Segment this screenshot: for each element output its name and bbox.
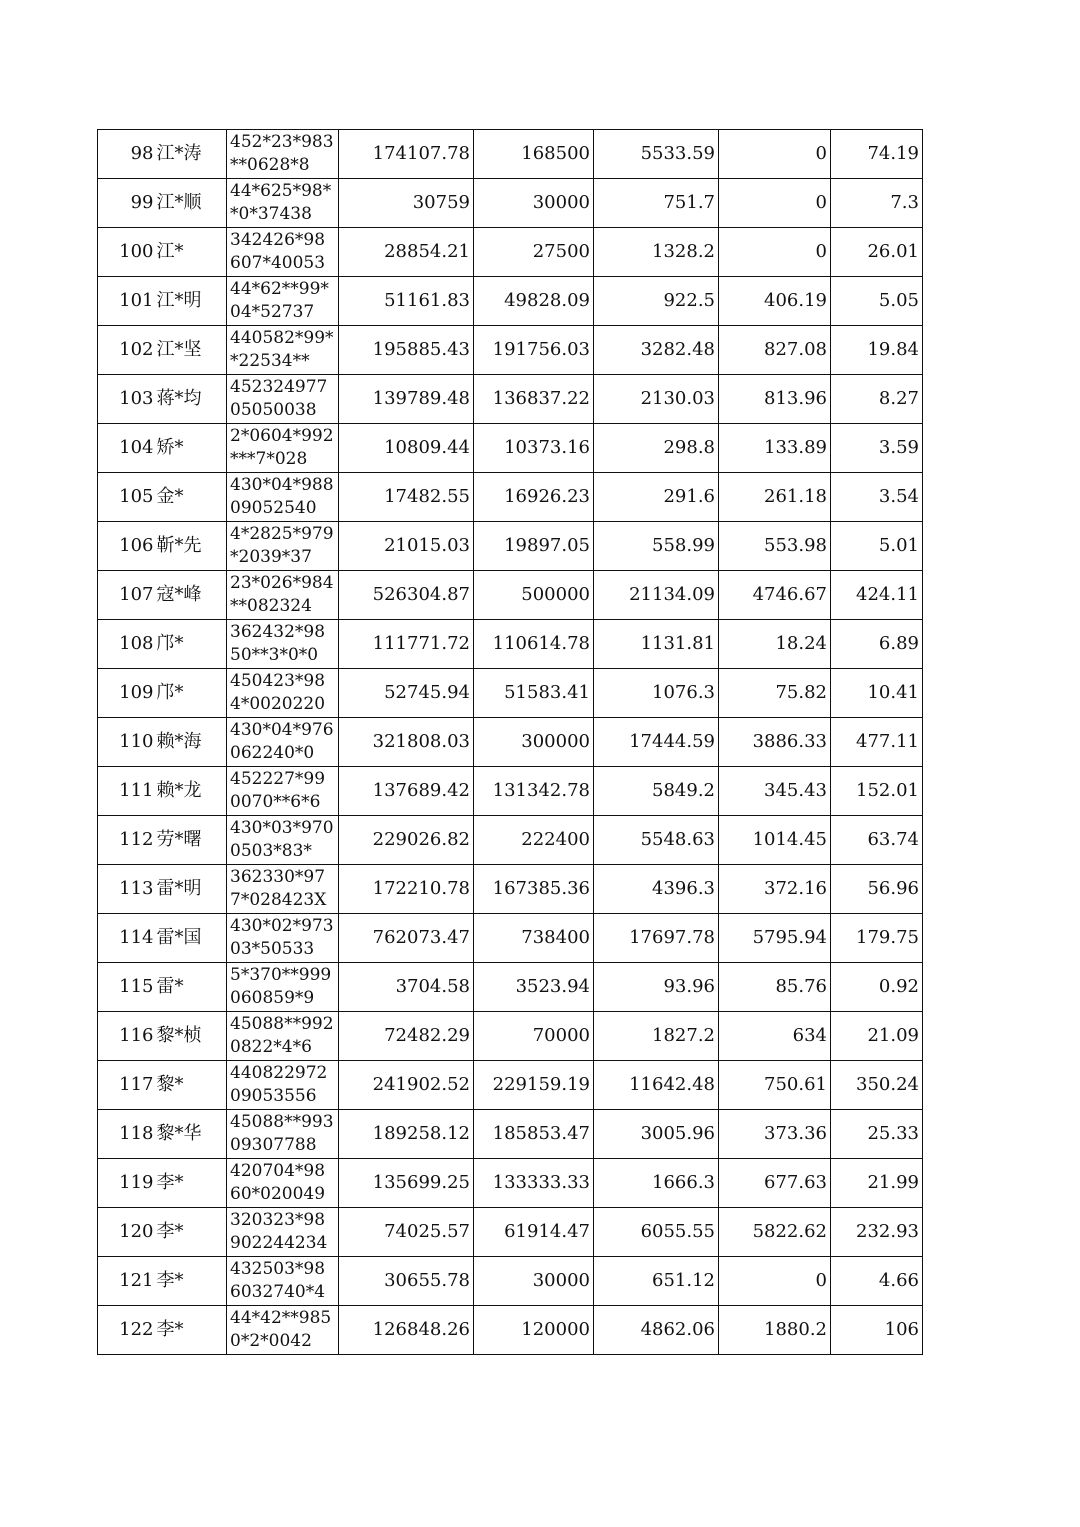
amount-extra-cell: 750.61 <box>719 1061 831 1110</box>
table-row <box>98 767 923 816</box>
amount-interest-cell: 6055.55 <box>594 1208 719 1257</box>
table-row <box>98 130 923 179</box>
id-number-cell: 430*03*9700503*83* <box>227 816 339 865</box>
amount-principal-cell: 70000 <box>474 1012 594 1061</box>
amount-interest-cell: 1076.3 <box>594 669 719 718</box>
id-number-cell: 320323*98902244234 <box>227 1208 339 1257</box>
amount-principal-cell: 300000 <box>474 718 594 767</box>
name-cell: 金* <box>155 473 227 522</box>
table-body <box>98 130 923 1355</box>
amount-small-cell: 5.01 <box>831 522 923 571</box>
amount-interest-cell: 3282.48 <box>594 326 719 375</box>
amount-small-cell: 477.11 <box>831 718 923 767</box>
amount-principal-cell: 738400 <box>474 914 594 963</box>
name-cell: 邝* <box>155 620 227 669</box>
amount-total-cell: 126848.26 <box>339 1306 474 1355</box>
table-row <box>98 865 923 914</box>
table-row <box>98 1208 923 1257</box>
amount-principal-cell: 168500 <box>474 130 594 179</box>
amount-extra-cell: 3886.33 <box>719 718 831 767</box>
name-cell: 劳*曙 <box>155 816 227 865</box>
table-row <box>98 1306 923 1355</box>
amount-principal-cell: 61914.47 <box>474 1208 594 1257</box>
amount-extra-cell: 406.19 <box>719 277 831 326</box>
amount-principal-cell: 131342.78 <box>474 767 594 816</box>
table-row <box>98 571 923 620</box>
amount-interest-cell: 1131.81 <box>594 620 719 669</box>
amount-extra-cell: 75.82 <box>719 669 831 718</box>
name-cell: 赖*龙 <box>155 767 227 816</box>
row-number-cell: 108 <box>98 620 155 669</box>
amount-interest-cell: 5548.63 <box>594 816 719 865</box>
name-cell: 江*明 <box>155 277 227 326</box>
row-number-cell: 111 <box>98 767 155 816</box>
row-number-cell: 113 <box>98 865 155 914</box>
name-cell: 江*坚 <box>155 326 227 375</box>
amount-total-cell: 111771.72 <box>339 620 474 669</box>
table-row <box>98 963 923 1012</box>
amount-small-cell: 19.84 <box>831 326 923 375</box>
id-number-cell: 44*62**99*04*52737 <box>227 277 339 326</box>
amount-total-cell: 17482.55 <box>339 473 474 522</box>
amount-total-cell: 139789.48 <box>339 375 474 424</box>
amount-principal-cell: 136837.22 <box>474 375 594 424</box>
name-cell: 雷*国 <box>155 914 227 963</box>
table-row <box>98 1257 923 1306</box>
amount-total-cell: 28854.21 <box>339 228 474 277</box>
row-number-cell: 99 <box>98 179 155 228</box>
amount-small-cell: 0.92 <box>831 963 923 1012</box>
row-number-cell: 115 <box>98 963 155 1012</box>
amount-total-cell: 135699.25 <box>339 1159 474 1208</box>
row-number-cell: 101 <box>98 277 155 326</box>
amount-total-cell: 74025.57 <box>339 1208 474 1257</box>
amount-total-cell: 52745.94 <box>339 669 474 718</box>
row-number-cell: 118 <box>98 1110 155 1159</box>
id-number-cell: 23*026*984**082324 <box>227 571 339 620</box>
id-number-cell: 430*04*98809052540 <box>227 473 339 522</box>
amount-extra-cell: 5795.94 <box>719 914 831 963</box>
amount-extra-cell: 0 <box>719 179 831 228</box>
amount-extra-cell: 634 <box>719 1012 831 1061</box>
amount-interest-cell: 651.12 <box>594 1257 719 1306</box>
amount-interest-cell: 291.6 <box>594 473 719 522</box>
row-number-cell: 114 <box>98 914 155 963</box>
name-cell: 靳*先 <box>155 522 227 571</box>
amount-small-cell: 350.24 <box>831 1061 923 1110</box>
id-number-cell: 44*625*98**0*37438 <box>227 179 339 228</box>
row-number-cell: 102 <box>98 326 155 375</box>
name-cell: 赖*海 <box>155 718 227 767</box>
id-number-cell: 450423*984*0020220 <box>227 669 339 718</box>
row-number-cell: 119 <box>98 1159 155 1208</box>
amount-interest-cell: 5849.2 <box>594 767 719 816</box>
amount-interest-cell: 3005.96 <box>594 1110 719 1159</box>
amount-principal-cell: 10373.16 <box>474 424 594 473</box>
table-row <box>98 473 923 522</box>
row-number-cell: 105 <box>98 473 155 522</box>
amount-total-cell: 10809.44 <box>339 424 474 473</box>
amount-interest-cell: 298.8 <box>594 424 719 473</box>
id-number-cell: 4*2825*979*2039*37 <box>227 522 339 571</box>
amount-total-cell: 189258.12 <box>339 1110 474 1159</box>
amount-interest-cell: 17444.59 <box>594 718 719 767</box>
amount-extra-cell: 0 <box>719 130 831 179</box>
row-number-cell: 120 <box>98 1208 155 1257</box>
amount-total-cell: 21015.03 <box>339 522 474 571</box>
table-row <box>98 669 923 718</box>
amount-extra-cell: 5822.62 <box>719 1208 831 1257</box>
amount-principal-cell: 30000 <box>474 1257 594 1306</box>
amount-principal-cell: 229159.19 <box>474 1061 594 1110</box>
amount-small-cell: 56.96 <box>831 865 923 914</box>
row-number-cell: 109 <box>98 669 155 718</box>
amount-total-cell: 137689.42 <box>339 767 474 816</box>
amount-total-cell: 172210.78 <box>339 865 474 914</box>
id-number-cell: 430*04*976062240*0 <box>227 718 339 767</box>
id-number-cell: 362432*9850**3*0*0 <box>227 620 339 669</box>
name-cell: 李* <box>155 1257 227 1306</box>
amount-extra-cell: 0 <box>719 1257 831 1306</box>
table-row <box>98 228 923 277</box>
amount-principal-cell: 110614.78 <box>474 620 594 669</box>
row-number-cell: 107 <box>98 571 155 620</box>
amount-interest-cell: 751.7 <box>594 179 719 228</box>
row-number-cell: 112 <box>98 816 155 865</box>
name-cell: 蒋*均 <box>155 375 227 424</box>
id-number-cell: 452*23*983**0628*8 <box>227 130 339 179</box>
amount-small-cell: 26.01 <box>831 228 923 277</box>
amount-extra-cell: 373.36 <box>719 1110 831 1159</box>
id-number-cell: 2*0604*992***7*028 <box>227 424 339 473</box>
amount-principal-cell: 3523.94 <box>474 963 594 1012</box>
amount-principal-cell: 30000 <box>474 179 594 228</box>
table-row <box>98 1012 923 1061</box>
table-row <box>98 1110 923 1159</box>
amount-small-cell: 74.19 <box>831 130 923 179</box>
name-cell: 江* <box>155 228 227 277</box>
amount-extra-cell: 261.18 <box>719 473 831 522</box>
amount-total-cell: 321808.03 <box>339 718 474 767</box>
table-row <box>98 1159 923 1208</box>
name-cell: 矫* <box>155 424 227 473</box>
amount-extra-cell: 85.76 <box>719 963 831 1012</box>
amount-total-cell: 229026.82 <box>339 816 474 865</box>
row-number-cell: 122 <box>98 1306 155 1355</box>
table-row <box>98 375 923 424</box>
name-cell: 寇*峰 <box>155 571 227 620</box>
amount-extra-cell: 372.16 <box>719 865 831 914</box>
id-number-cell: 342426*98607*40053 <box>227 228 339 277</box>
id-number-cell: 45088**99309307788 <box>227 1110 339 1159</box>
amount-interest-cell: 1827.2 <box>594 1012 719 1061</box>
amount-small-cell: 152.01 <box>831 767 923 816</box>
amount-extra-cell: 0 <box>719 228 831 277</box>
amount-total-cell: 72482.29 <box>339 1012 474 1061</box>
name-cell: 黎* <box>155 1061 227 1110</box>
amount-interest-cell: 11642.48 <box>594 1061 719 1110</box>
id-number-cell: 440582*99**22534** <box>227 326 339 375</box>
amount-small-cell: 10.41 <box>831 669 923 718</box>
amount-principal-cell: 51583.41 <box>474 669 594 718</box>
name-cell: 李* <box>155 1306 227 1355</box>
amount-interest-cell: 4862.06 <box>594 1306 719 1355</box>
amount-principal-cell: 185853.47 <box>474 1110 594 1159</box>
amount-principal-cell: 27500 <box>474 228 594 277</box>
id-number-cell: 420704*9860*020049 <box>227 1159 339 1208</box>
amount-interest-cell: 1328.2 <box>594 228 719 277</box>
table-row <box>98 914 923 963</box>
amount-total-cell: 30655.78 <box>339 1257 474 1306</box>
amount-total-cell: 241902.52 <box>339 1061 474 1110</box>
table-row <box>98 620 923 669</box>
amount-total-cell: 3704.58 <box>339 963 474 1012</box>
table-row <box>98 326 923 375</box>
amount-interest-cell: 922.5 <box>594 277 719 326</box>
name-cell: 江*顺 <box>155 179 227 228</box>
amount-small-cell: 179.75 <box>831 914 923 963</box>
id-number-cell: 430*02*97303*50533 <box>227 914 339 963</box>
data-table <box>97 129 923 1355</box>
row-number-cell: 116 <box>98 1012 155 1061</box>
amount-extra-cell: 133.89 <box>719 424 831 473</box>
amount-extra-cell: 1014.45 <box>719 816 831 865</box>
amount-small-cell: 4.66 <box>831 1257 923 1306</box>
amount-total-cell: 526304.87 <box>339 571 474 620</box>
amount-interest-cell: 17697.78 <box>594 914 719 963</box>
id-number-cell: 44082297209053556 <box>227 1061 339 1110</box>
table-row <box>98 424 923 473</box>
id-number-cell: 362330*977*028423X <box>227 865 339 914</box>
amount-small-cell: 3.59 <box>831 424 923 473</box>
id-number-cell: 432503*986032740*4 <box>227 1257 339 1306</box>
amount-total-cell: 762073.47 <box>339 914 474 963</box>
amount-principal-cell: 120000 <box>474 1306 594 1355</box>
amount-small-cell: 5.05 <box>831 277 923 326</box>
amount-interest-cell: 2130.03 <box>594 375 719 424</box>
amount-small-cell: 25.33 <box>831 1110 923 1159</box>
name-cell: 江*涛 <box>155 130 227 179</box>
amount-small-cell: 63.74 <box>831 816 923 865</box>
amount-extra-cell: 4746.67 <box>719 571 831 620</box>
amount-small-cell: 21.99 <box>831 1159 923 1208</box>
name-cell: 李* <box>155 1208 227 1257</box>
row-number-cell: 121 <box>98 1257 155 1306</box>
row-number-cell: 98 <box>98 130 155 179</box>
amount-interest-cell: 558.99 <box>594 522 719 571</box>
name-cell: 李* <box>155 1159 227 1208</box>
name-cell: 雷* <box>155 963 227 1012</box>
id-number-cell: 45232497705050038 <box>227 375 339 424</box>
amount-small-cell: 232.93 <box>831 1208 923 1257</box>
amount-principal-cell: 222400 <box>474 816 594 865</box>
amount-interest-cell: 5533.59 <box>594 130 719 179</box>
amount-total-cell: 174107.78 <box>339 130 474 179</box>
amount-interest-cell: 4396.3 <box>594 865 719 914</box>
amount-small-cell: 21.09 <box>831 1012 923 1061</box>
amount-principal-cell: 133333.33 <box>474 1159 594 1208</box>
row-number-cell: 110 <box>98 718 155 767</box>
amount-principal-cell: 500000 <box>474 571 594 620</box>
amount-interest-cell: 93.96 <box>594 963 719 1012</box>
amount-extra-cell: 813.96 <box>719 375 831 424</box>
amount-principal-cell: 49828.09 <box>474 277 594 326</box>
amount-principal-cell: 191756.03 <box>474 326 594 375</box>
table-row <box>98 718 923 767</box>
amount-extra-cell: 1880.2 <box>719 1306 831 1355</box>
amount-small-cell: 7.3 <box>831 179 923 228</box>
amount-principal-cell: 19897.05 <box>474 522 594 571</box>
amount-total-cell: 51161.83 <box>339 277 474 326</box>
table-row <box>98 277 923 326</box>
table-row <box>98 1061 923 1110</box>
name-cell: 雷*明 <box>155 865 227 914</box>
amount-principal-cell: 16926.23 <box>474 473 594 522</box>
id-number-cell: 44*42**9850*2*0042 <box>227 1306 339 1355</box>
amount-principal-cell: 167385.36 <box>474 865 594 914</box>
amount-extra-cell: 345.43 <box>719 767 831 816</box>
amount-extra-cell: 827.08 <box>719 326 831 375</box>
name-cell: 邝* <box>155 669 227 718</box>
amount-small-cell: 6.89 <box>831 620 923 669</box>
amount-small-cell: 8.27 <box>831 375 923 424</box>
row-number-cell: 104 <box>98 424 155 473</box>
id-number-cell: 45088**9920822*4*6 <box>227 1012 339 1061</box>
id-number-cell: 452227*990070**6*6 <box>227 767 339 816</box>
row-number-cell: 106 <box>98 522 155 571</box>
amount-interest-cell: 21134.09 <box>594 571 719 620</box>
amount-extra-cell: 677.63 <box>719 1159 831 1208</box>
amount-extra-cell: 18.24 <box>719 620 831 669</box>
id-number-cell: 5*370**999060859*9 <box>227 963 339 1012</box>
row-number-cell: 117 <box>98 1061 155 1110</box>
amount-interest-cell: 1666.3 <box>594 1159 719 1208</box>
table-row <box>98 522 923 571</box>
name-cell: 黎*桢 <box>155 1012 227 1061</box>
row-number-cell: 100 <box>98 228 155 277</box>
amount-small-cell: 424.11 <box>831 571 923 620</box>
table-row <box>98 179 923 228</box>
amount-small-cell: 3.54 <box>831 473 923 522</box>
amount-small-cell: 106 <box>831 1306 923 1355</box>
amount-extra-cell: 553.98 <box>719 522 831 571</box>
amount-total-cell: 30759 <box>339 179 474 228</box>
name-cell: 黎*华 <box>155 1110 227 1159</box>
table-row <box>98 816 923 865</box>
amount-total-cell: 195885.43 <box>339 326 474 375</box>
row-number-cell: 103 <box>98 375 155 424</box>
